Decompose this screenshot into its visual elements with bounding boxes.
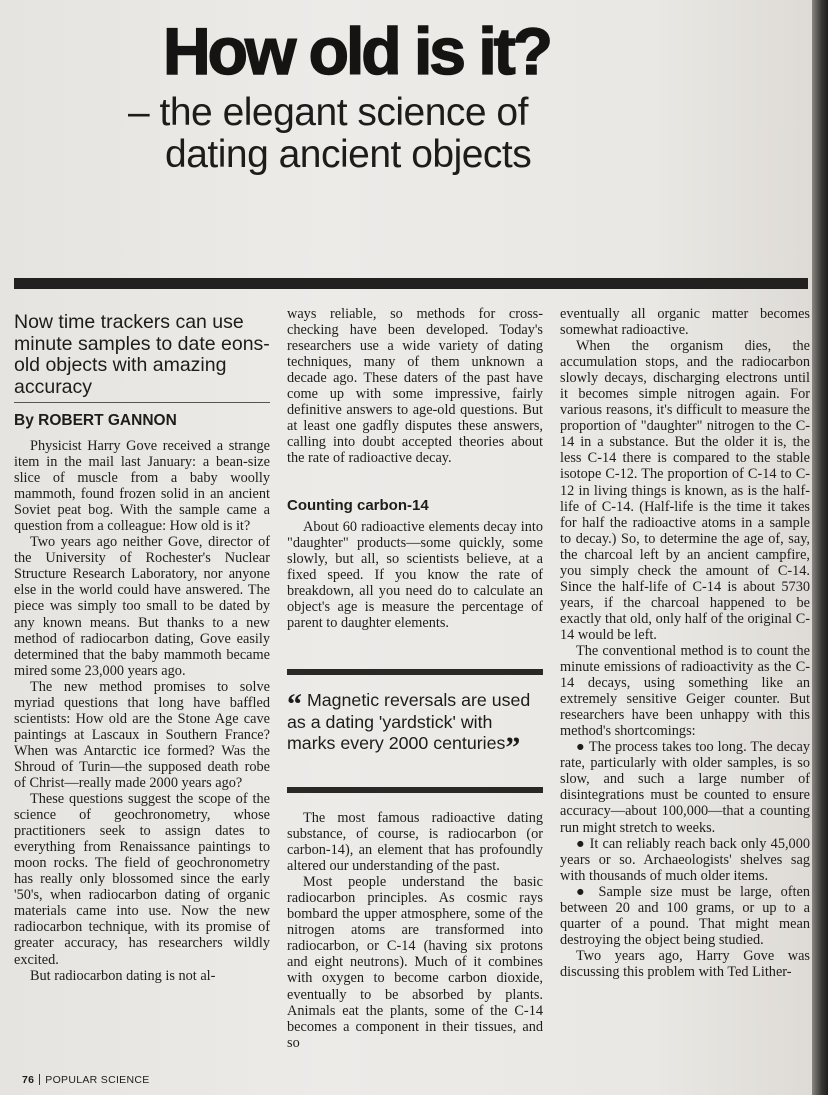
pullquote-rule-top	[287, 669, 543, 675]
close-quote-mark: ”	[505, 731, 521, 764]
open-quote-mark: “	[287, 688, 302, 721]
folio	[22, 1074, 150, 1086]
pullquote-rule-bottom	[287, 787, 543, 793]
paragraph: These questions suggest the scope of the science of geochronometry, whose practitioners seek to assign dates to everything from Renaissance paintings to moon rocks. The field of geochronometry has really only blossomed since the early '50's, when radiocarbon dating of organic materials came into use. Now the new radiocarbon technique, with its promise of greater accuracy, has researchers wildly excited.	[14, 791, 270, 968]
section-heading: Counting carbon-14	[287, 497, 429, 514]
article-subtitle	[128, 92, 531, 176]
paragraph: The new method promises to solve myriad questions that long have baffled scientists: How old are the Stone Age cave paintings at Lascaux in Southern France? When was Antarctic ice formed? Was the Shroud of Turin—the supposed death robe of Christ—really made 2000 years ago?	[14, 678, 270, 791]
paragraph: Most people understand the basic radiocarbon principles. As cosmic rays bombard the upper atmosphere, some of the nitrogen atoms are transformed into radiocarbon, or C-14 (having six protons and eight neutrons). Much of it combines with oxygen to become carbon dioxide, eventually to be absorbed by plants. Animals eat the plants, some of the C-14 becomes a component in their tissues, and so	[287, 874, 543, 1051]
paragraph: Physicist Harry Gove received a strange item in the mail last January: a bean-size slice of muscle from a baby woolly mammoth, found frozen solid in an ancient Soviet peat bog. With the sample came a question from a colleague: How old is it?	[14, 438, 270, 535]
paragraph: The conventional method is to count the minute emissions of radioactivity as the C-14 decays, using something like an extremely sensitive Geiger counter. But researchers have been unhappy with this method's shortcomings:	[560, 642, 810, 740]
column-2-middle	[287, 519, 543, 631]
page-number: 76	[22, 1074, 35, 1086]
article-title: How old is it?	[163, 14, 550, 88]
paragraph: About 60 radioactive elements decay into "daughter" products—some quickly, some slowly, but all, so scientists believe, at a fixed speed. If you know the rate of breakdown, all you need do to calculate an object's age is measure the percentage of parent to daughter elements.	[287, 519, 543, 632]
publication-name: POPULAR SCIENCE	[45, 1074, 150, 1086]
column-2-bottom	[287, 810, 543, 1051]
page-edge-shadow	[812, 0, 828, 1095]
paragraph: eventually all organic matter becomes somewhat radioactive.	[560, 306, 810, 339]
paragraph: Two years ago, Harry Gove was discussing this problem with Ted Lither-	[560, 947, 810, 980]
column-1	[14, 438, 270, 984]
folio-divider	[39, 1074, 40, 1085]
paragraph: ways reliable, so methods for cross-checking have been developed. Today's researchers use a wide variety of dating techniques, many of them unknown a decade ago. These daters of the past have come up with some impressive, fairly definitive answers to age-old questions. But at least one gadfly disputes these answers, calling into doubt accepted theories about the rate of radioactive decay.	[287, 306, 543, 467]
deck-divider	[14, 402, 270, 403]
column-2-top	[287, 306, 543, 466]
paragraph: The most famous radioactive dating substance, of course, is radiocarbon (or carbon-14), an element that has profoundly altered our understanding of the past.	[287, 810, 543, 875]
header-rule	[14, 278, 808, 289]
article-deck: Now time trackers can use minute samples to date eons-old objects with amazing accuracy	[14, 311, 270, 398]
paragraph: When the organism dies, the accumulation stops, and the radiocarbon slowly decays, discharging electrons until it becomes simple nitrogen again. For various reasons, it's difficult to measure the proportion of "daughter" nitrogen to the C-14 in a substance. But the older it is, the less C-14 there is compared to the stable isotope C-12. The proportion of C-14 to C-12 in living things is known, as is the half-life of C-14. (Half-life is the time it takes for half the radioactive atoms in a sample to decay.) So, to determine the age of, say, the charcoal left by an ancient campfire, you simply check the amount of C-14. Since the half-life of C-14 is about 5730 years, if the charcoal happened to be exactly that old, only half of the original C-14 would be left.	[560, 338, 810, 643]
pullquote	[287, 688, 543, 764]
paragraph: But radiocarbon dating is not al-	[30, 967, 216, 984]
byline: By ROBERT GANNON	[14, 412, 177, 429]
bullet-paragraph: ● It can reliably reach back only 45,000 years or so. Archaeologists' shelves sag with thousands of much older items.	[560, 835, 810, 884]
bullet-paragraph: ● The process takes too long. The decay rate, particularly with older samples, is so slow, and such a large number of disintegrations must be counted to ensure accuracy—about 100,000—that a counting run might stretch to weeks.	[560, 739, 810, 836]
subtitle-line-1: – the elegant science of	[128, 91, 528, 134]
bullet-paragraph: ● Sample size must be large, often between 20 and 100 grams, or up to a quarter of a pound. That might mean destroying the object being studied.	[560, 883, 810, 948]
column-3	[560, 306, 810, 980]
pullquote-text: Magnetic reversals are used as a dating 'yardstick' with marks every 2000 centuries	[287, 690, 531, 753]
subtitle-line-2: dating ancient objects	[165, 133, 532, 176]
paragraph: Two years ago neither Gove, director of the University of Rochester's Nuclear Structure Research Laboratory, nor anyone else in the world could have answered. The piece was simply too small to be dated by any known means. But thanks to a new method of radiocarbon dating, Gove easily determined that the baby mammoth became mired some 23,000 years ago.	[14, 534, 270, 679]
